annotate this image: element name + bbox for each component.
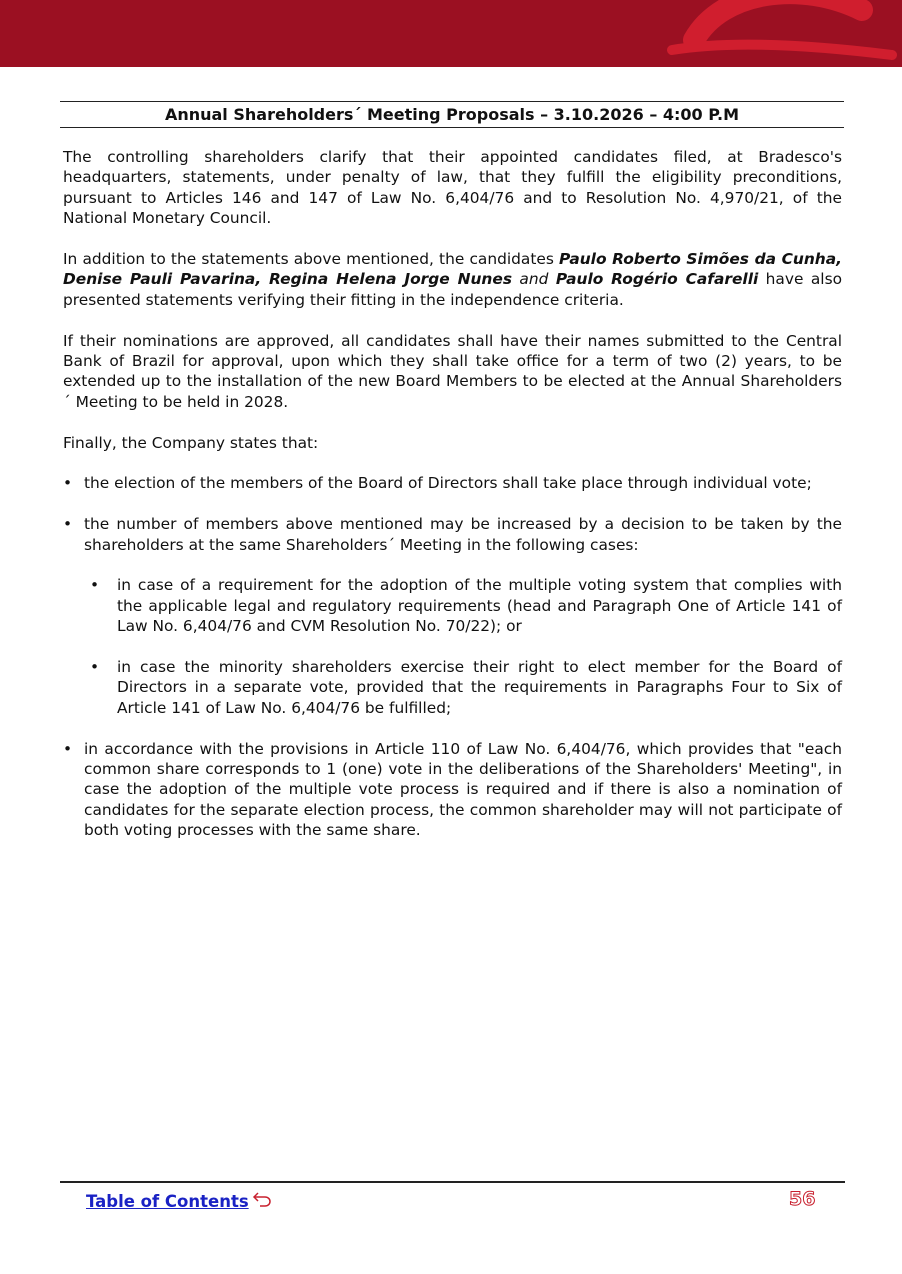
sub-list-item <box>84 575 842 636</box>
paragraph-independence <box>63 249 842 310</box>
page-title <box>60 101 844 128</box>
list-item-text: the number of members above mentioned may be increased by a decision to be taken by the shareholders at the same Shareholders´ Meeting in the following cases: <box>84 515 842 554</box>
document-body <box>63 147 842 861</box>
bullet-icon: • <box>90 576 100 595</box>
sub-list-item <box>84 657 842 718</box>
bullet-icon: • <box>63 474 73 493</box>
paragraph-independence-rest: have also presented statements verifying their fitting in the independence criteria. <box>63 270 842 309</box>
list-item-text: the election of the members of the Board of Directors shall take place through individual vote; <box>84 474 812 493</box>
table-of-contents-link[interactable] <box>86 1190 272 1212</box>
paragraph-eligibility: The controlling shareholders clarify that their appointed candidates filed, at Bradesco's headquarters, statements, under penalty of law, that they fulfill the eligibility preconditions, pursuant to Articles 146 and 147 of Law No. 6,404/76 and to Resolution No. 4,970/21, of the National Monetary Council. <box>63 148 842 228</box>
table-of-contents-label[interactable]: Table of Contents <box>86 1191 249 1211</box>
page-title-text: Annual Shareholders´ Meeting Proposals – 3.10.2026 – 4:00 P.M <box>164 105 740 124</box>
bullet-icon: • <box>63 515 73 534</box>
conjunction-and: and <box>512 270 556 289</box>
paragraph-approval: If their nominations are approved, all candidates shall have their names submitted to the Central Bank of Brazil for approval, upon which they shall take office for a term of two (2) years, to be extended up to the installation of the new Board Members to be elected at the Annual Shareholders´ Meeting to be held in 2028. <box>63 331 842 411</box>
list-item <box>63 739 842 841</box>
bradesco-logo-icon <box>662 0 902 67</box>
list-item <box>63 514 842 718</box>
sub-list-item-text: in case the minority shareholders exercise their right to elect member for the Board of Directors in a separate vote, provided that the requirements in Paragraphs Four to Six of Article 141 of Law No. 6,404/76 be fulfilled; <box>117 658 842 717</box>
list-item-text: in accordance with the provisions in Article 110 of Law No. 6,404/76, which provides that "each common share corresponds to 1 (one) vote in the deliberations of the Shareholders' Meeting", in case the adoption of the multiple vote process is required and if there is also a nomination of candidates for the separate election process, the common shareholder may will not participate of both voting processes with the same share. <box>84 739 842 840</box>
sub-list-item-text: in case of a requirement for the adoption of the multiple voting system that complies with the applicable legal and regulatory requirements (head and Paragraph One of Article 141 of Law No. 6,404/76 and CVM Resolution No. 70/22); or <box>117 576 842 636</box>
page-number: 56 <box>789 1188 816 1210</box>
paragraph-independence-intro: In addition to the statements above mentioned, the candidates <box>63 250 560 269</box>
paragraph-finally: Finally, the Company states that: <box>63 433 319 452</box>
footer-divider <box>60 1181 845 1183</box>
list-item <box>63 473 842 493</box>
bullet-icon: • <box>63 739 73 758</box>
statement-list <box>63 473 842 840</box>
return-arrow-icon[interactable] <box>252 1190 272 1212</box>
candidate-names-a: Paulo Roberto Simões da Cunha, Denise Pauli Pavarina, Regina Helena Jorge Nunes <box>63 250 842 289</box>
candidate-names-b: Paulo Rogério Cafarelli <box>555 270 759 289</box>
header-banner <box>0 0 902 67</box>
sub-list <box>84 575 842 718</box>
bullet-icon: • <box>90 658 100 677</box>
